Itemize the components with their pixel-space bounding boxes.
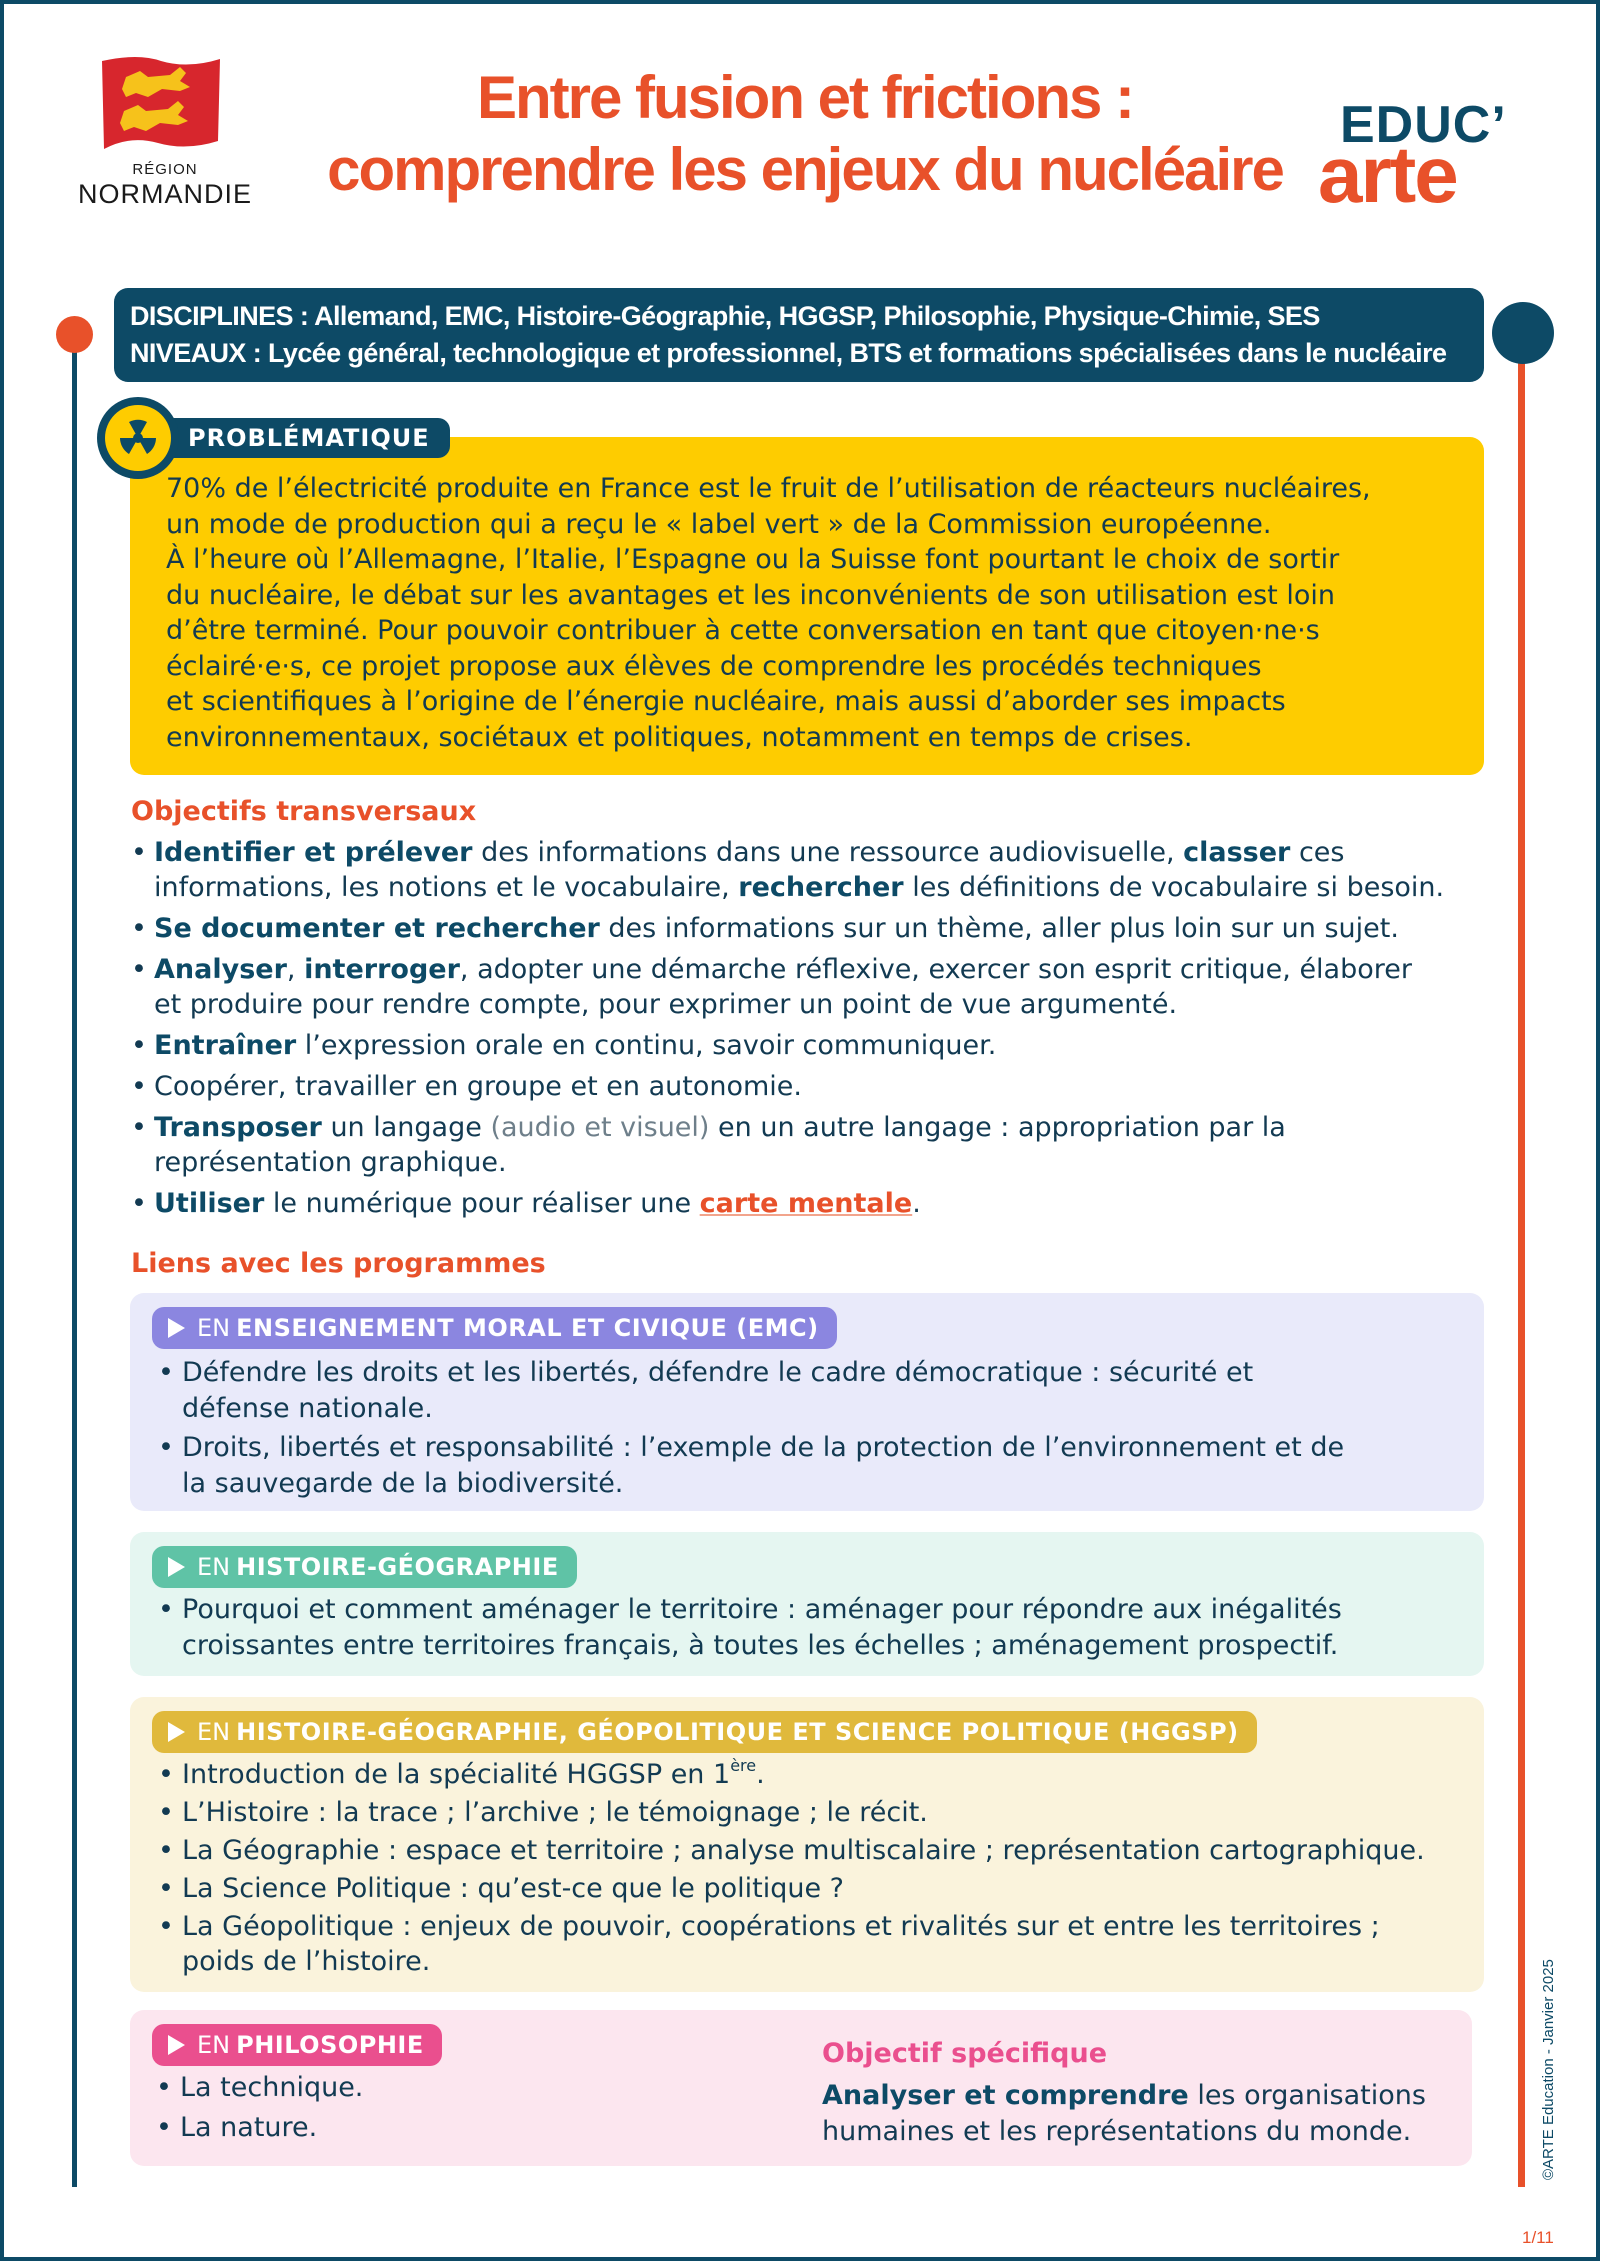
bold-text: Entraîner [154, 1030, 297, 1061]
objectif-specifique-title: Objectif spécifique [822, 2038, 1108, 2069]
problematique-label: PROBLÉMATIQUE [172, 418, 450, 458]
niveaux-line: NIVEAUX : Lycée général, technologique et professionnel, BTS et formations spécialisées dans le nucléaire [130, 338, 1447, 368]
text: croissantes entre territoires français, à toutes les échelles ; aménagement prospectif. [182, 1629, 1339, 1661]
hggsp-list [158, 1757, 1425, 1982]
right-rail [1518, 362, 1525, 2187]
page-title [270, 62, 1340, 206]
bold-text: Identifier et prélever [154, 837, 473, 868]
text: ces [1290, 837, 1345, 868]
hg-tag [152, 1546, 577, 1588]
list-item [131, 1069, 1491, 1104]
philo-box [130, 2010, 1472, 2166]
bold-text: classer [1183, 837, 1291, 868]
disciplines-banner [114, 288, 1484, 382]
text: les organisations [1188, 2080, 1426, 2111]
text: défense nationale. [182, 1392, 433, 1424]
title-line-2: comprendre les enjeux du nucléaire [327, 136, 1283, 203]
right-rail-dot [1492, 302, 1554, 364]
prob-line: environnementaux, sociétaux et politiques, notamment en temps de crises. [166, 721, 1193, 753]
list-item [131, 835, 1491, 905]
normandie-flag-icon [98, 55, 224, 157]
left-rail [72, 332, 77, 2187]
objectifs-title: Objectifs transversaux [131, 796, 477, 827]
superscript: ère [730, 1756, 757, 1775]
list-item: • L’Histoire : la trace ; l’archive ; le témoignage ; le récit. [158, 1795, 1425, 1830]
text: poids de l’histoire. [182, 1946, 431, 1977]
bold-text: Analyser [154, 954, 287, 985]
text: Défendre les droits et les libertés, défendre le cadre démocratique : sécurité et [182, 1357, 1254, 1388]
play-triangle-icon [168, 2035, 185, 2055]
region-normandie-logo [70, 55, 260, 209]
page-number: 1/11 [1522, 2228, 1554, 2247]
region-label-big: NORMANDIE [77, 179, 252, 209]
list-item: • La Science Politique : qu’est-ce que le politique ? [158, 1871, 1425, 1906]
bold-text: Analyser et comprendre [822, 2080, 1189, 2111]
text: la sauvegarde de la biodiversité. [182, 1467, 624, 1499]
text: un langage [321, 1112, 491, 1143]
list-item [131, 911, 1491, 946]
text: La Géopolitique : enjeux de pouvoir, coopérations et rivalités sur et entre les territoires ; [182, 1911, 1380, 1942]
list-item: • La Géographie : espace et territoire ; analyse multiscalaire ; représentation cartographique. [158, 1833, 1425, 1868]
text: humaines et les représentations du monde. [822, 2115, 1412, 2147]
prob-line: éclairé·e·s, ce projet propose aux élèves de comprendre les procédés techniques [166, 650, 1262, 682]
hg-box [130, 1532, 1484, 1676]
region-label-small: RÉGION [132, 161, 198, 178]
text: des informations dans une ressource audiovisuelle, [472, 837, 1184, 868]
text: informations, les notions et le vocabulaire, [154, 872, 739, 903]
text: représentation graphique. [154, 1147, 507, 1178]
play-triangle-icon [168, 1318, 185, 1338]
list-item [158, 1757, 1425, 1792]
tag-name: HISTOIRE-GÉOGRAPHIE [236, 1553, 559, 1581]
tag-name: ENSEIGNEMENT MORAL ET CIVIQUE (EMC) [236, 1314, 819, 1342]
prob-line: un mode de production qui a reçu le « label vert » de la Commission européenne. [166, 508, 1272, 540]
text: . [756, 1759, 765, 1790]
philo-tag [152, 2024, 442, 2066]
list-item [131, 1110, 1491, 1180]
text: des informations sur un thème, aller plus loin sur un sujet. [599, 913, 1399, 944]
disciplines-line: DISCIPLINES : Allemand, EMC, Histoire-Géographie, HGGSP, Philosophie, Physique-Chimie, SES [130, 301, 1320, 331]
hg-list [158, 1592, 1342, 1667]
text: Droits, libertés et responsabilité : l’exemple de la protection de l’environnement et de [182, 1432, 1345, 1463]
objectif-specifique-text [822, 2078, 1462, 2149]
grey-text: (audio et visuel) [490, 1112, 710, 1143]
text: Coopérer, travailler en groupe et en autonomie. [154, 1071, 802, 1102]
text: , adopter une démarche réflexive, exercer son esprit critique, élaborer [459, 954, 1412, 985]
text: Introduction de la spécialité HGGSP en 1 [182, 1759, 731, 1790]
title-line-1: Entre fusion et frictions : [476, 64, 1134, 131]
list-item [158, 1355, 1344, 1426]
bold-text: Se documenter et rechercher [154, 913, 600, 944]
left-rail-dot [56, 316, 93, 353]
emc-list [158, 1355, 1344, 1505]
philo-list [156, 2070, 363, 2149]
tag-name: PHILOSOPHIE [236, 2031, 424, 2059]
copyright-text: ©ARTE Education - Janvier 2025 [1540, 1959, 1557, 2180]
arte-logo-text: arte [1318, 130, 1457, 219]
prob-line: et scientifiques à l’origine de l’énergie nucléaire, mais aussi d’aborder ses impacts [166, 686, 1286, 717]
hggsp-tag [152, 1711, 1257, 1753]
list-item [158, 1430, 1344, 1501]
list-item: • La nature. [156, 2110, 363, 2146]
text: Pourquoi et comment aménager le territoire : aménager pour répondre aux inégalités [182, 1594, 1342, 1625]
bold-text: interroger [304, 954, 460, 985]
objectifs-list [131, 835, 1491, 1227]
bold-text: Utiliser [154, 1188, 265, 1219]
bold-text: rechercher [738, 872, 904, 903]
carte-mentale-link[interactable]: carte mentale [699, 1188, 913, 1219]
liens-title: Liens avec les programmes [131, 1248, 546, 1279]
text: , [286, 954, 305, 985]
tag-name: HISTOIRE-GÉOGRAPHIE, GÉOPOLITIQUE ET SCIENCE POLITIQUE (HGGSP) [236, 1718, 1239, 1746]
bold-text: Transposer [154, 1112, 322, 1143]
text: en un autre langage : appropriation par la [709, 1112, 1286, 1143]
problematique-box [130, 437, 1484, 775]
radiation-icon [96, 396, 180, 480]
play-triangle-icon [168, 1722, 185, 1742]
emc-tag [152, 1307, 837, 1349]
text: l’expression orale en continu, savoir communiquer. [296, 1030, 997, 1061]
text: le numérique pour réaliser une [264, 1188, 700, 1219]
prob-line: 70% de l’électricité produite en France est le fruit de l’utilisation de réacteurs nucléaires, [166, 473, 1371, 504]
tag-prefix: EN [197, 1718, 231, 1746]
tag-prefix: EN [197, 1314, 231, 1342]
prob-line: À l’heure où l’Allemagne, l’Italie, l’Espagne ou la Suisse font pourtant le choix de sortir [166, 544, 1340, 575]
tag-prefix: EN [197, 1553, 231, 1581]
list-item [131, 1186, 1491, 1221]
prob-line: d’être terminé. Pour pouvoir contribuer à cette conversation en tant que citoyen·ne·s [166, 615, 1320, 646]
list-item: • La technique. [156, 2070, 363, 2106]
text: . [912, 1188, 921, 1219]
educ-logo-text: EDUC’ [1340, 96, 1507, 154]
list-item [158, 1909, 1425, 1979]
play-triangle-icon [168, 1557, 185, 1577]
hggsp-box [130, 1697, 1484, 1992]
text: et produire pour rendre compte, pour exprimer un point de vue argumenté. [154, 989, 1178, 1020]
list-item [158, 1592, 1342, 1663]
text: les définitions de vocabulaire si besoin. [903, 872, 1445, 903]
list-item [131, 952, 1491, 1022]
tag-prefix: EN [197, 2031, 231, 2059]
list-item [131, 1028, 1491, 1063]
emc-box [130, 1293, 1484, 1511]
prob-line: du nucléaire, le débat sur les avantages et les inconvénients de son utilisation est loin [166, 579, 1335, 611]
